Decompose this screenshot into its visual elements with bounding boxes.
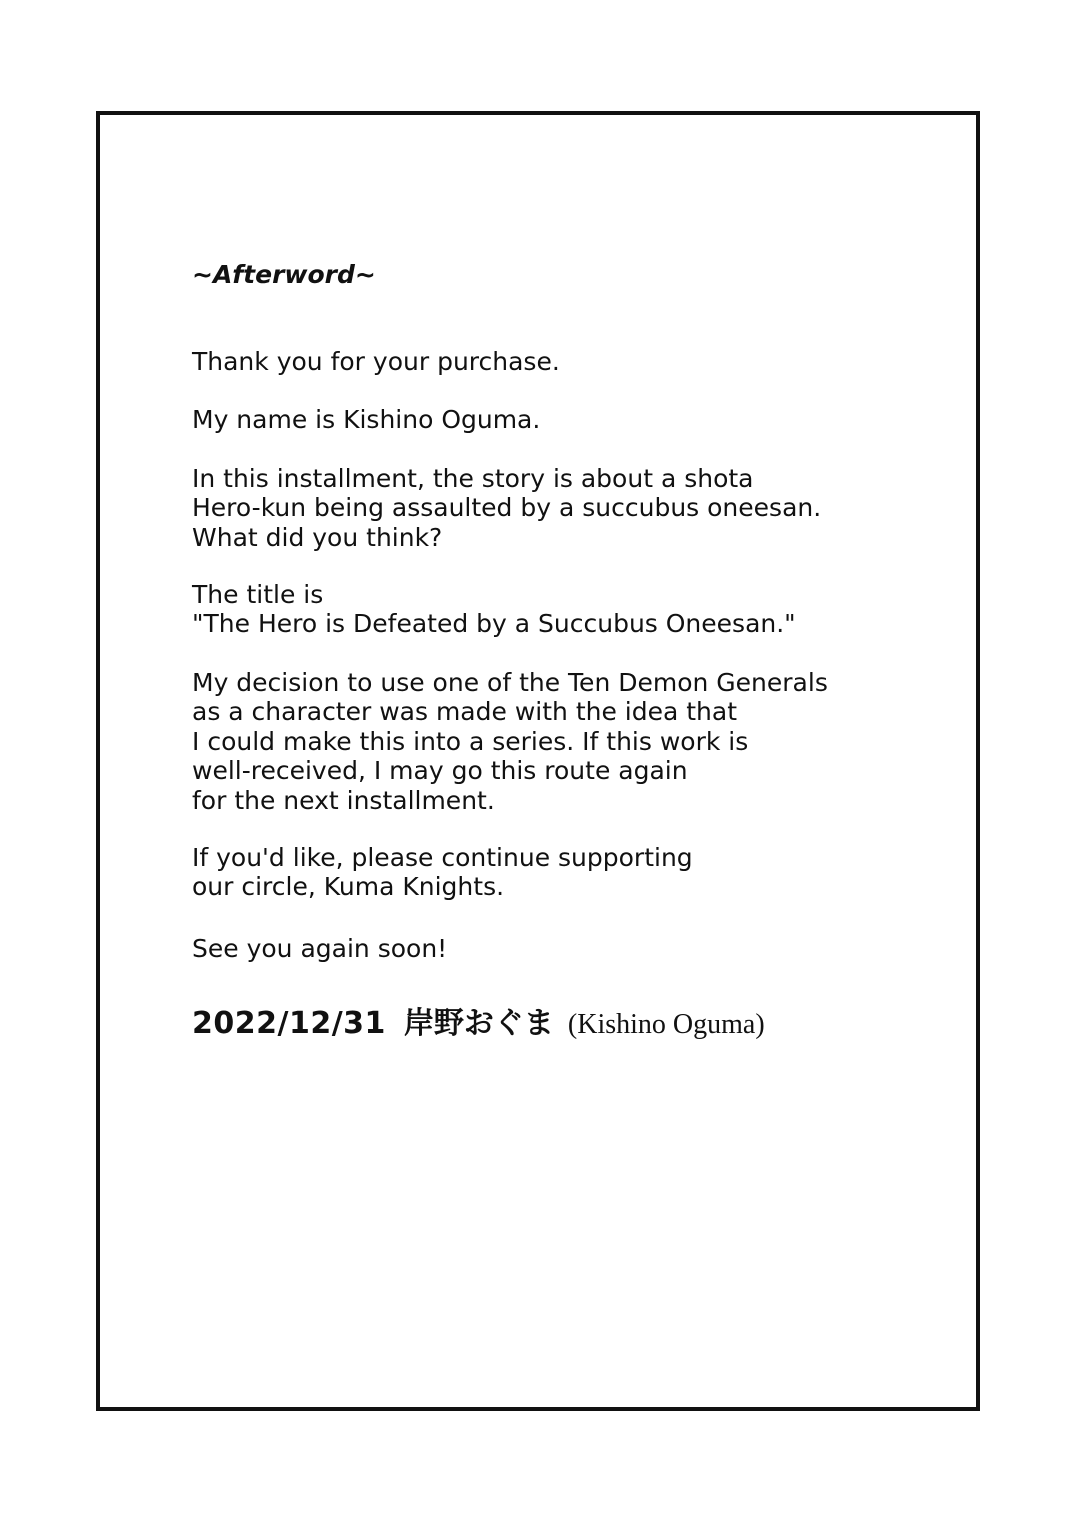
paragraph-decision — [192, 668, 828, 815]
text-line: I could make this into a series. If this work is — [192, 726, 749, 756]
text-line: "The Hero is Defeated by a Succubus Oneesan." — [192, 609, 796, 639]
signature — [192, 998, 765, 1042]
afterword-heading: ~Afterword~ — [192, 260, 376, 289]
paragraph-thanks — [192, 347, 560, 376]
text-line: Hero-kun being assaulted by a succubus oneesan. — [192, 493, 822, 523]
text-line: well-received, I may go this route again — [192, 756, 688, 786]
paragraph-title — [192, 580, 796, 639]
paragraph-support — [192, 843, 693, 902]
text-line: our circle, Kuma Knights. — [192, 872, 505, 902]
signature-date: 2022/12/31 — [192, 1006, 386, 1041]
text-line: Thank you for your purchase. — [192, 347, 560, 376]
text-line: What did you think? — [192, 522, 443, 552]
text-line: for the next installment. — [192, 785, 495, 815]
text-line: In this installment, the story is about a shota — [192, 464, 754, 493]
paragraph-name — [192, 405, 540, 434]
page-frame — [96, 111, 980, 1411]
signature-name-japanese: 岸野おぐま — [403, 1006, 554, 1041]
text-line: as a character was made with the idea that — [192, 697, 738, 727]
text-line: The title is — [192, 580, 324, 609]
paragraph-farewell — [192, 934, 447, 963]
paragraph-story — [192, 464, 821, 552]
text-line: My decision to use one of the Ten Demon Generals — [192, 668, 828, 697]
text-line: See you again soon! — [192, 934, 448, 963]
text-line: If you'd like, please continue supporting — [192, 843, 693, 872]
text-line: My name is Kishino Oguma. — [192, 405, 541, 434]
signature-name-english: (Kishino Oguma) — [567, 1009, 765, 1040]
